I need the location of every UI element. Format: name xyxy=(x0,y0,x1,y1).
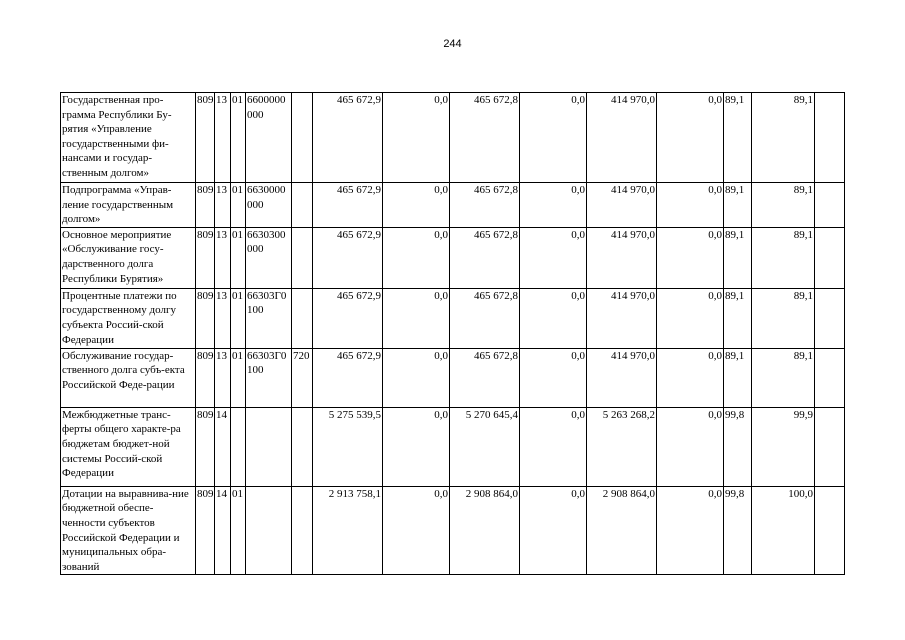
executed-value: 414 970,0 xyxy=(587,93,657,183)
executed-change-value: 0,0 xyxy=(657,486,724,575)
ved-code: 809 xyxy=(196,183,215,228)
budget-table xyxy=(60,92,845,575)
plan-value: 465 672,9 xyxy=(313,93,383,183)
plan-value: 465 672,9 xyxy=(313,348,383,407)
plan-change-value: 0,0 xyxy=(383,93,450,183)
executed-value: 414 970,0 xyxy=(587,288,657,348)
adjusted-change-value: 0,0 xyxy=(520,348,587,407)
expense-type-code xyxy=(292,407,313,486)
table-row xyxy=(61,486,845,575)
ved-code: 809 xyxy=(196,486,215,575)
empty-cell xyxy=(815,227,845,288)
percent-of-plan: 89,1 xyxy=(724,183,752,228)
percent-of-adjusted: 100,0 xyxy=(752,486,815,575)
adjusted-plan-value: 465 672,8 xyxy=(450,93,520,183)
plan-value: 5 275 539,5 xyxy=(313,407,383,486)
plan-value: 465 672,9 xyxy=(313,288,383,348)
percent-of-adjusted: 89,1 xyxy=(752,348,815,407)
expense-type-code: 720 xyxy=(292,348,313,407)
row-name: Государственная про-грамма Республики Бу-рятия «Управление государственными фи-нансами и государ-ственным долгом» xyxy=(61,93,196,183)
row-name: Процентные платежи по государственному долгу субъекта Россий-ской Федерации xyxy=(61,288,196,348)
ved-code: 809 xyxy=(196,348,215,407)
plan-change-value: 0,0 xyxy=(383,348,450,407)
table-row xyxy=(61,93,845,183)
plan-change-value: 0,0 xyxy=(383,486,450,575)
adjusted-plan-value: 5 270 645,4 xyxy=(450,407,520,486)
adjusted-change-value: 0,0 xyxy=(520,93,587,183)
plan-value: 465 672,9 xyxy=(313,227,383,288)
expense-type-code xyxy=(292,227,313,288)
empty-cell xyxy=(815,407,845,486)
plan-change-value: 0,0 xyxy=(383,227,450,288)
adjusted-change-value: 0,0 xyxy=(520,288,587,348)
empty-cell xyxy=(815,486,845,575)
adjusted-change-value: 0,0 xyxy=(520,227,587,288)
percent-of-adjusted: 89,1 xyxy=(752,288,815,348)
subsection-code: 01 xyxy=(231,227,246,288)
expense-type-code xyxy=(292,486,313,575)
adjusted-plan-value: 465 672,8 xyxy=(450,348,520,407)
percent-of-adjusted: 89,1 xyxy=(752,227,815,288)
section-code: 13 xyxy=(215,288,231,348)
percent-of-plan: 89,1 xyxy=(724,93,752,183)
plan-change-value: 0,0 xyxy=(383,288,450,348)
executed-value: 414 970,0 xyxy=(587,348,657,407)
target-article-code: 66303Г0100 xyxy=(246,348,292,407)
row-name: Основное мероприятие «Обслуживание госу-дарственного долга Республики Бурятия» xyxy=(61,227,196,288)
percent-of-adjusted: 89,1 xyxy=(752,183,815,228)
executed-change-value: 0,0 xyxy=(657,183,724,228)
adjusted-plan-value: 465 672,8 xyxy=(450,227,520,288)
section-code: 13 xyxy=(215,348,231,407)
expense-type-code xyxy=(292,183,313,228)
empty-cell xyxy=(815,348,845,407)
row-name: Подпрограмма «Управ-ление государственным долгом» xyxy=(61,183,196,228)
section-code: 14 xyxy=(215,407,231,486)
table-row xyxy=(61,288,845,348)
percent-of-plan: 99,8 xyxy=(724,486,752,575)
subsection-code: 01 xyxy=(231,93,246,183)
percent-of-plan: 89,1 xyxy=(724,288,752,348)
expense-type-code xyxy=(292,288,313,348)
ved-code: 809 xyxy=(196,227,215,288)
subsection-code: 01 xyxy=(231,288,246,348)
plan-value: 465 672,9 xyxy=(313,183,383,228)
executed-change-value: 0,0 xyxy=(657,93,724,183)
percent-of-plan: 99,8 xyxy=(724,407,752,486)
plan-value: 2 913 758,1 xyxy=(313,486,383,575)
percent-of-plan: 89,1 xyxy=(724,227,752,288)
subsection-code xyxy=(231,407,246,486)
percent-of-adjusted: 99,9 xyxy=(752,407,815,486)
plan-change-value: 0,0 xyxy=(383,407,450,486)
empty-cell xyxy=(815,288,845,348)
section-code: 13 xyxy=(215,183,231,228)
executed-change-value: 0,0 xyxy=(657,407,724,486)
section-code: 14 xyxy=(215,486,231,575)
adjusted-change-value: 0,0 xyxy=(520,486,587,575)
ved-code: 809 xyxy=(196,93,215,183)
target-article-code xyxy=(246,486,292,575)
plan-change-value: 0,0 xyxy=(383,183,450,228)
section-code: 13 xyxy=(215,93,231,183)
expense-type-code xyxy=(292,93,313,183)
executed-change-value: 0,0 xyxy=(657,348,724,407)
table-row xyxy=(61,348,845,407)
empty-cell xyxy=(815,183,845,228)
subsection-code: 01 xyxy=(231,348,246,407)
executed-value: 2 908 864,0 xyxy=(587,486,657,575)
executed-change-value: 0,0 xyxy=(657,227,724,288)
empty-cell xyxy=(815,93,845,183)
percent-of-plan: 89,1 xyxy=(724,348,752,407)
page-number: 244 xyxy=(443,38,462,50)
target-article-code: 66303Г0100 xyxy=(246,288,292,348)
executed-change-value: 0,0 xyxy=(657,288,724,348)
row-name: Дотации на выравнива-ние бюджетной обеспе-ченности субъектов Российской Федерации и муниципальных обра-зований xyxy=(61,486,196,575)
table-row xyxy=(61,407,845,486)
executed-value: 5 263 268,2 xyxy=(587,407,657,486)
adjusted-change-value: 0,0 xyxy=(520,407,587,486)
row-name: Межбюджетные транс-ферты общего характе-ра бюджетам бюджет-ной системы Россий-ской Федерации xyxy=(61,407,196,486)
table-row xyxy=(61,227,845,288)
ved-code: 809 xyxy=(196,288,215,348)
percent-of-adjusted: 89,1 xyxy=(752,93,815,183)
target-article-code: 6600000000 xyxy=(246,93,292,183)
executed-value: 414 970,0 xyxy=(587,183,657,228)
target-article-code xyxy=(246,407,292,486)
adjusted-plan-value: 465 672,8 xyxy=(450,183,520,228)
adjusted-plan-value: 465 672,8 xyxy=(450,288,520,348)
ved-code: 809 xyxy=(196,407,215,486)
table-row xyxy=(61,183,845,228)
section-code: 13 xyxy=(215,227,231,288)
adjusted-plan-value: 2 908 864,0 xyxy=(450,486,520,575)
target-article-code: 6630300000 xyxy=(246,227,292,288)
row-name: Обслуживание государ-ственного долга субъ-екта Российской Феде-рации xyxy=(61,348,196,407)
target-article-code: 6630000000 xyxy=(246,183,292,228)
adjusted-change-value: 0,0 xyxy=(520,183,587,228)
subsection-code: 01 xyxy=(231,183,246,228)
subsection-code: 01 xyxy=(231,486,246,575)
executed-value: 414 970,0 xyxy=(587,227,657,288)
